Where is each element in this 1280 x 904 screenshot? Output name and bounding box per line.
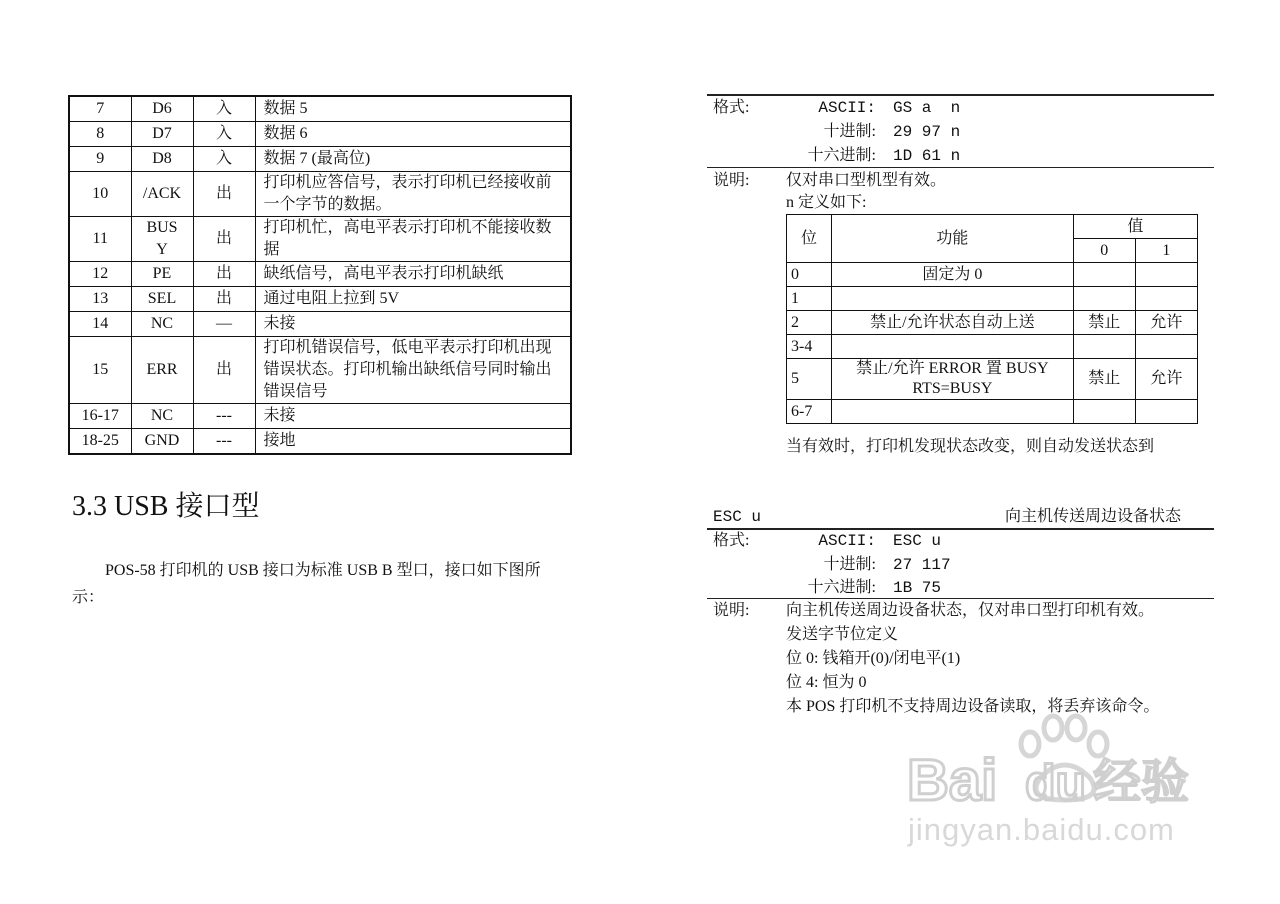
esc-u-desc-line: 本 POS 打印机不支持周边设备读取，将丢弃该命令。	[786, 698, 1160, 715]
pin-number: 8	[69, 122, 131, 147]
function-cell: 固定为 0	[832, 263, 1074, 287]
pin-number: 14	[69, 312, 131, 337]
bit-cell: 1	[787, 287, 832, 311]
esc-u-desc-rule	[707, 598, 1214, 599]
pin-description: 数据 7 (最高位)	[255, 147, 571, 172]
pin-signal: /ACK	[131, 172, 193, 217]
pin-number: 16-17	[69, 404, 131, 429]
bit-cell: 5	[787, 359, 832, 400]
gs-a-format-label: 格式:	[713, 99, 750, 116]
esc-u-format-label: 格式:	[713, 532, 750, 549]
function-cell: 禁止/允许状态自动上送	[832, 311, 1074, 335]
pin-row	[69, 287, 571, 312]
pin-signal: BUSY	[131, 217, 193, 262]
svg-text:经验: 经验	[1093, 754, 1190, 810]
pin-number: 9	[69, 147, 131, 172]
pin-number: 10	[69, 172, 131, 217]
pin-direction: 出	[193, 217, 255, 262]
esc-u-title: 向主机传送周边设备状态	[1005, 508, 1182, 525]
pin-number: 12	[69, 262, 131, 287]
pin-signal: SEL	[131, 287, 193, 312]
pin-table	[68, 95, 572, 455]
esc-u-decimal-key: 十进制:	[823, 556, 876, 573]
gs-a-hex-value: 1D 61 n	[893, 147, 961, 165]
header-function: 功能	[832, 215, 1074, 263]
bit-row	[787, 335, 1198, 359]
pin-signal: D7	[131, 122, 193, 147]
pin-signal: NC	[131, 404, 193, 429]
bit-row	[787, 400, 1198, 424]
bit-row	[787, 359, 1198, 400]
pin-row	[69, 122, 571, 147]
pin-direction: 入	[193, 147, 255, 172]
pin-row	[69, 312, 571, 337]
pin-row	[69, 262, 571, 287]
bit-row	[787, 311, 1198, 335]
function-cell: 禁止/允许 ERROR 置 BUSY RTS=BUSY	[832, 359, 1074, 400]
gs-a-desc-rule	[707, 167, 1214, 168]
pin-description: 打印机忙，高电平表示打印机不能接收数据	[255, 217, 571, 262]
pin-direction: 入	[193, 96, 255, 122]
pin-description: 打印机错误信号，低电平表示打印机出现错误状态。打印机输出缺纸信号同时输出错误信号	[255, 337, 571, 404]
pin-direction: 出	[193, 337, 255, 404]
usb-paragraph: POS-58 打印机的 USB 接口为标准 USB B 型口，接口如下图所示：	[72, 562, 541, 606]
value-0-cell: 禁止	[1073, 311, 1135, 335]
header-value-0: 0	[1073, 239, 1135, 263]
value-0-cell	[1073, 287, 1135, 311]
pin-number: 15	[69, 337, 131, 404]
esc-u-desc-line: 位 4: 恒为 0	[786, 674, 867, 691]
pin-row	[69, 217, 571, 262]
esc-u-desc-line: 向主机传送周边设备状态，仅对串口型打印机有效。	[786, 602, 1155, 619]
value-0-cell	[1073, 335, 1135, 359]
pin-description: 未接	[255, 312, 571, 337]
gs-a-hex-key: 十六进制:	[807, 147, 876, 164]
pin-row	[69, 404, 571, 429]
gs-a-ascii-key: ASCII:	[818, 99, 876, 117]
esc-u-hex-key: 十六进制:	[807, 579, 876, 596]
pin-signal: NC	[131, 312, 193, 337]
value-1-cell	[1135, 335, 1197, 359]
pin-signal: PE	[131, 262, 193, 287]
esc-u-hex-value: 1B 75	[893, 579, 942, 597]
pin-description: 数据 5	[255, 96, 571, 122]
function-cell	[832, 400, 1074, 424]
bit-row	[787, 287, 1198, 311]
pin-direction: ---	[193, 429, 255, 455]
pin-number: 18-25	[69, 429, 131, 455]
value-1-cell: 允许	[1135, 359, 1197, 400]
svg-text:Bai: Bai	[907, 748, 998, 813]
value-1-cell	[1135, 287, 1197, 311]
pin-row	[69, 147, 571, 172]
esc-u-ascii-value: ESC u	[893, 532, 942, 550]
pin-direction: 出	[193, 287, 255, 312]
pin-row	[69, 337, 571, 404]
pin-number: 11	[69, 217, 131, 262]
pin-row	[69, 172, 571, 217]
pin-description: 接地	[255, 429, 571, 455]
function-cell	[832, 335, 1074, 359]
pin-row	[69, 429, 571, 455]
header-value: 值	[1073, 215, 1197, 239]
pin-description: 未接	[255, 404, 571, 429]
esc-u-ascii-key: ASCII:	[818, 532, 876, 550]
gs-a-after-text: 当有效时，打印机发现状态改变，则自动发送状态到	[786, 438, 1155, 455]
pin-direction: 出	[193, 172, 255, 217]
pin-signal: GND	[131, 429, 193, 455]
pin-direction: 入	[193, 122, 255, 147]
pin-direction: 出	[193, 262, 255, 287]
value-0-cell	[1073, 400, 1135, 424]
header-value-1: 1	[1135, 239, 1197, 263]
top-rule	[707, 94, 1214, 96]
bit-row	[787, 263, 1198, 287]
pin-signal: D6	[131, 96, 193, 122]
esc-u-rule	[707, 528, 1214, 530]
pin-number: 7	[69, 96, 131, 122]
pin-number: 13	[69, 287, 131, 312]
watermark-url: jingyan.baidu.com	[908, 812, 1175, 847]
gs-a-decimal-key: 十进制:	[823, 123, 876, 140]
pin-description: 通过电阻上拉到 5V	[255, 287, 571, 312]
value-1-cell	[1135, 263, 1197, 287]
svg-text:du: du	[1025, 755, 1087, 811]
function-cell	[832, 287, 1074, 311]
bit-cell: 2	[787, 311, 832, 335]
pin-description: 缺纸信号，高电平表示打印机缺纸	[255, 262, 571, 287]
esc-u-desc-line: 发送字节位定义	[786, 626, 899, 643]
bit-cell: 0	[787, 263, 832, 287]
pin-direction: —	[193, 312, 255, 337]
value-0-cell	[1073, 263, 1135, 287]
header-bit: 位	[787, 215, 832, 263]
pin-direction: ---	[193, 404, 255, 429]
esc-u-decimal-value: 27 117	[893, 556, 951, 574]
bit-cell: 3-4	[787, 335, 832, 359]
pin-description: 打印机应答信号，表示打印机已经接收前一个字节的数据。	[255, 172, 571, 217]
value-1-cell	[1135, 400, 1197, 424]
gs-a-desc-label: 说明:	[713, 172, 750, 189]
gs-a-desc-line1: 仅对串口型机型有效。	[786, 172, 947, 189]
gs-a-desc-line2: n 定义如下:	[786, 194, 867, 211]
gs-a-decimal-value: 29 97 n	[893, 123, 961, 141]
pin-description: 数据 6	[255, 122, 571, 147]
section-heading: 3.3 USB 接口型	[72, 491, 260, 522]
esc-u-command: ESC u	[713, 508, 762, 526]
bit-function-table	[786, 214, 1198, 424]
value-0-cell: 禁止	[1073, 359, 1135, 400]
value-1-cell: 允许	[1135, 311, 1197, 335]
esc-u-desc-line: 位 0: 钱箱开(0)/闭电平(1)	[786, 650, 961, 667]
esc-u-desc-label: 说明:	[713, 602, 750, 619]
gs-a-ascii-value: GS a n	[893, 99, 961, 117]
pin-signal: D8	[131, 147, 193, 172]
pin-signal: ERR	[131, 337, 193, 404]
pin-row	[69, 96, 571, 122]
bit-cell: 6-7	[787, 400, 832, 424]
